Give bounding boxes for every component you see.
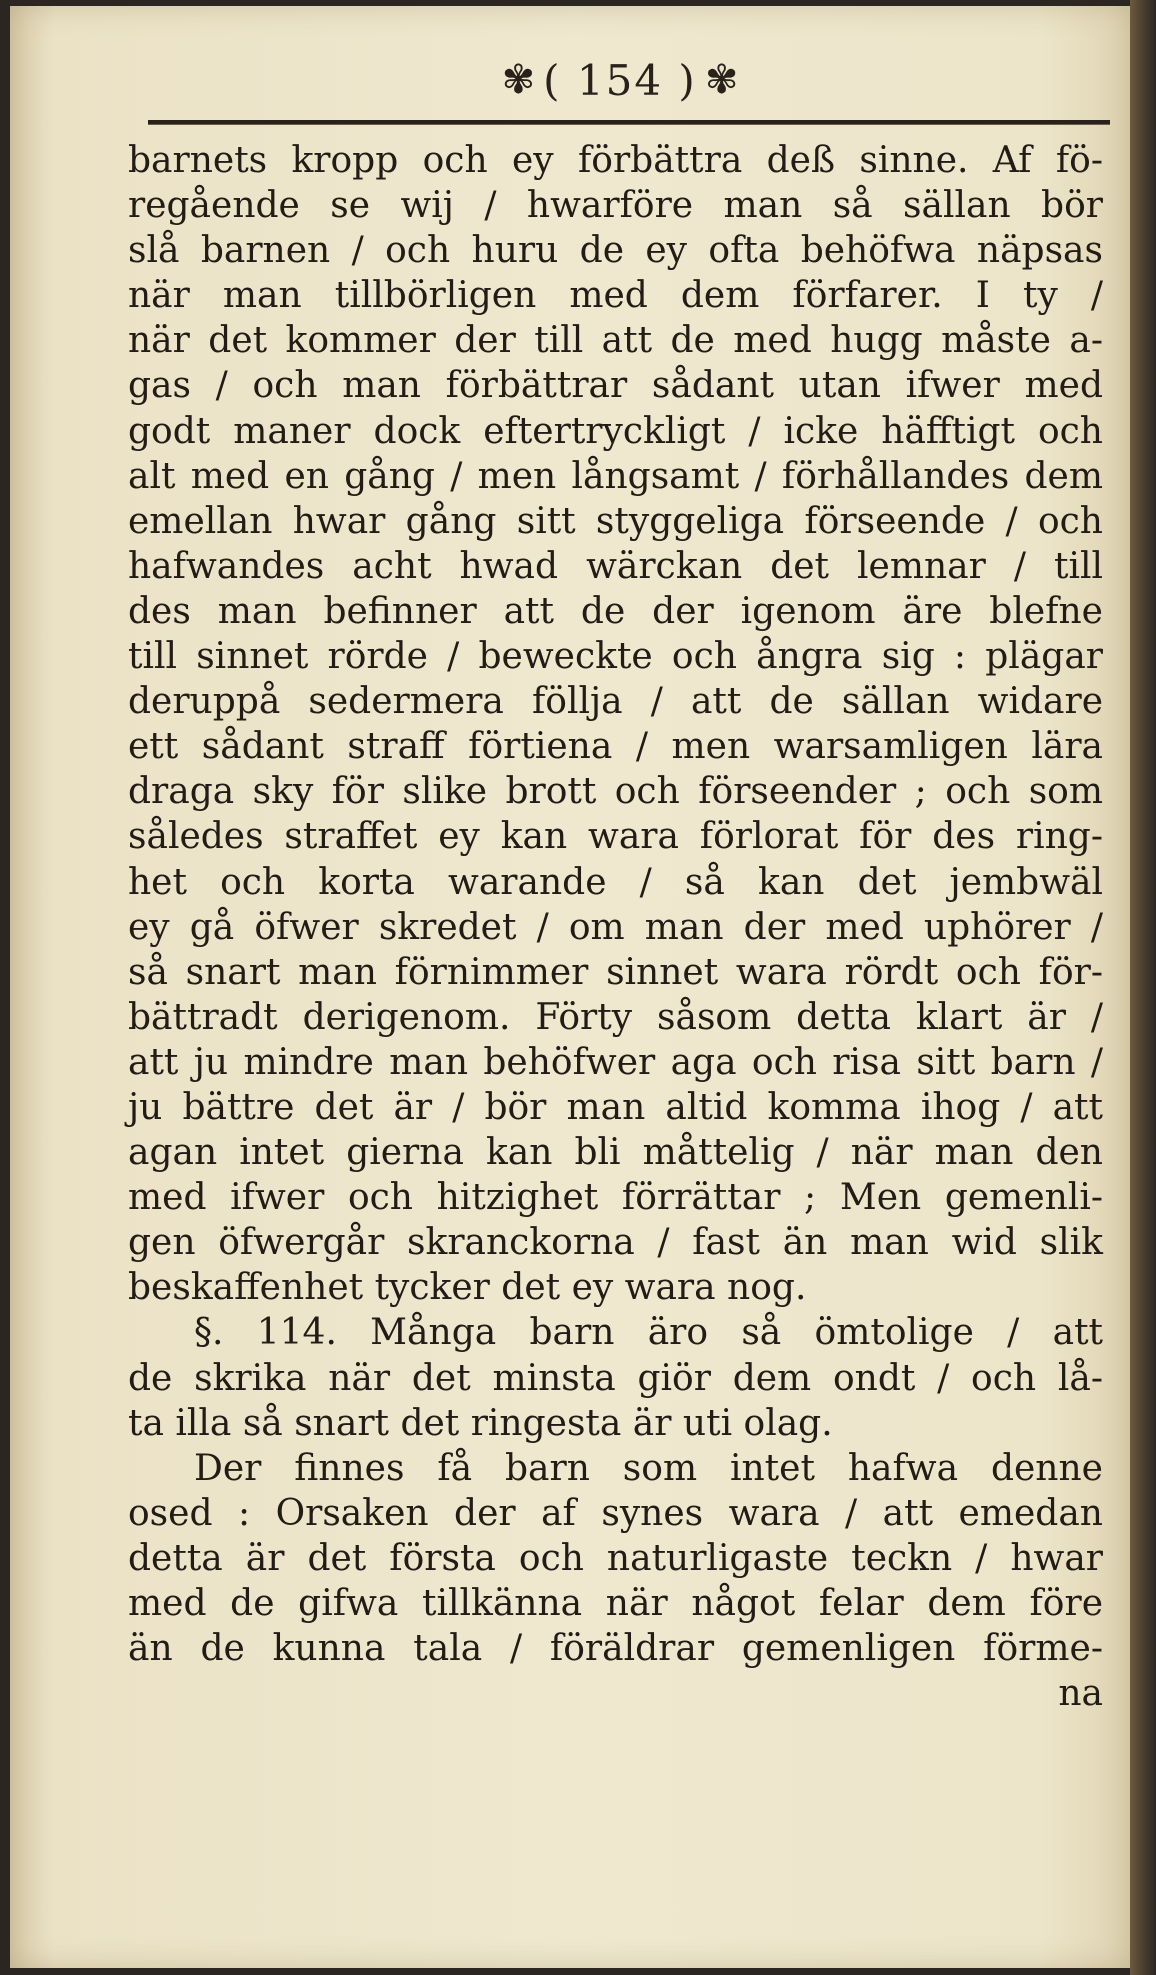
text-line: gen öfwergår skranckorna / fast än man wid slik xyxy=(128,1222,1103,1264)
text-line: gas / och man förbättrar sådant utan ifwer med xyxy=(128,365,1103,407)
section-heading-line: §. 114. Många barn äro så ömtolige / att xyxy=(194,1312,1103,1354)
catchword: na xyxy=(1058,1673,1103,1715)
text-line: slå barnen / och huru de ey ofta behöfwa näpsas xyxy=(128,230,1103,272)
text-line: beskaffenhet tycker det ey wara nog. xyxy=(128,1267,807,1309)
text-line: när man tillbörligen med dem förfarer. I ty / xyxy=(128,275,1103,317)
text-line: med de gifwa tillkänna när något felar dem före xyxy=(128,1583,1103,1624)
page-number: ( 154 ) xyxy=(543,55,697,105)
text-line: regående se wij / hwarföre man så sällan bör xyxy=(128,185,1103,227)
text-line: bättradt derigenom. Förty såsom detta klart är / xyxy=(128,996,1103,1038)
paragraph-start-line: Der finnes få barn som intet hafwa denne xyxy=(194,1447,1103,1489)
text-line: således straffet ey kan wara förlorat för des ring- xyxy=(128,816,1103,858)
text-line: alt med en gång / men långsamt / förhållandes dem xyxy=(128,455,1103,497)
text-line: ett sådant straff förtiena / men warsamligen lära xyxy=(128,726,1103,768)
text-line: des man befinner att de der igenom äre blefne xyxy=(128,590,1103,632)
text-line: de skrika när det minsta giör dem ondt / och lå- xyxy=(128,1357,1103,1399)
ornament-right-icon: ✾ xyxy=(704,57,739,103)
header-rule xyxy=(148,120,1110,125)
text-line: agan intet gierna kan bli måttelig / när man den xyxy=(128,1132,1103,1174)
text-line: ey gå öfwer skredet / om man der med uphörer / xyxy=(128,906,1103,948)
page-edge-shadow xyxy=(1130,0,1156,1975)
text-line: så snart man förnimmer sinnet wara rördt och för- xyxy=(128,951,1103,993)
text-line: till sinnet rörde / beweckte och ångra sig : plägar xyxy=(128,636,1103,678)
text-line: osed : Orsaken der af synes wara / att emedan xyxy=(128,1492,1103,1534)
text-line: att ju mindre man behöfwer aga och risa sitt barn / xyxy=(128,1041,1103,1083)
page-header xyxy=(140,50,1100,110)
text-line: när det kommer der till att de med hugg måste a- xyxy=(128,320,1103,362)
text-line: godt maner dock eftertryckligt / icke häfftigt och xyxy=(128,410,1103,452)
text-line: hafwandes acht hwad wärckan det lemnar / till xyxy=(128,545,1103,587)
text-line: deruppå sedermera föllja / att de sällan widare xyxy=(128,681,1103,723)
ornament-left-icon: ✾ xyxy=(501,57,536,103)
text-line: barnets kropp och ey förbättra deß sinne. Af fö- xyxy=(128,140,1103,181)
text-line: med ifwer och hitzighet förrättar ; Men gemenli- xyxy=(128,1177,1103,1219)
text-line: detta är det första och naturligaste teckn / hwar xyxy=(128,1537,1103,1579)
text-line: draga sky för slike brott och förseender ; och som xyxy=(128,771,1103,813)
text-line: ju bättre det är / bör man altid komma ihog / att xyxy=(128,1086,1103,1128)
text-line: ta illa så snart det ringesta är uti olag. xyxy=(128,1402,833,1444)
text-line: het och korta warande / så kan det jembwäl xyxy=(128,861,1103,903)
text-line: än de kunna tala / föräldrar gemenligen förme- xyxy=(128,1628,1103,1670)
body-text xyxy=(128,138,1103,1716)
text-line: emellan hwar gång sitt styggeliga förseende / och xyxy=(128,500,1103,542)
